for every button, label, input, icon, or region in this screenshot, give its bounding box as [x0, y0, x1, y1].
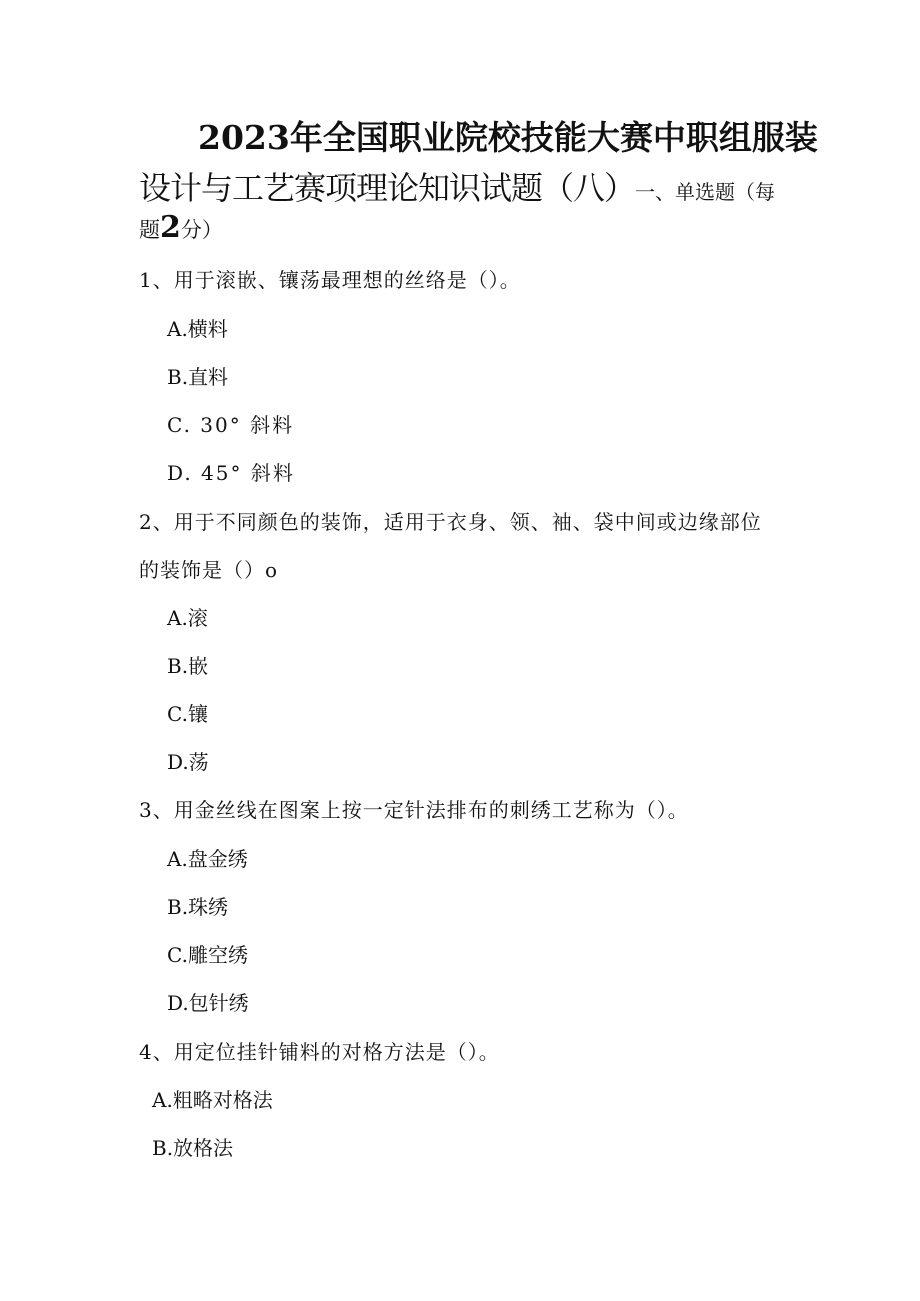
question-3-option-a: A.盘金绣: [167, 847, 248, 871]
section-heading-start: 一、单选题（每: [635, 180, 776, 204]
question-2-option-c: C.镶: [167, 702, 208, 726]
question-4-stem: 4、用定位挂针铺料的对格方法是（）。: [139, 1040, 500, 1064]
title-line-1: 2023年全国职业院校技能大赛中职组服装: [198, 118, 818, 157]
question-4-option-b: B.放格法: [152, 1136, 234, 1160]
title-line-2: [139, 163, 775, 209]
question-1-option-a: A.横料: [167, 317, 228, 341]
question-1-stem: 1、用于滚嵌、镶荡最理想的丝络是（）。: [139, 268, 521, 292]
question-3-option-b: B.珠绣: [167, 895, 229, 919]
question-3-option-d: D.包针绣: [167, 991, 249, 1015]
section-heading-end: [139, 210, 223, 245]
question-1-option-c: C. 30° 斜料: [167, 413, 295, 437]
section-heading-word: 题: [139, 218, 160, 242]
points-unit: 分）: [180, 218, 223, 242]
title-line-2-main: 设计与工艺赛项理论知识试题（八）: [139, 169, 636, 207]
question-4-option-a: A.粗略对格法: [152, 1088, 273, 1112]
question-2-stem-continued: 的装饰是（）o: [139, 558, 279, 582]
question-1-option-b: B.直料: [167, 365, 229, 389]
question-2-stem: 2、用于不同颜色的装饰，适用于衣身、领、袖、袋中间或边缘部位: [139, 510, 762, 534]
question-1-option-d: D. 45° 斜料: [167, 461, 295, 485]
question-3-option-c: C.雕空绣: [167, 943, 248, 967]
question-2-option-a: A.滚: [167, 606, 208, 630]
question-2-option-d: D.荡: [167, 750, 209, 774]
points-value: 2: [160, 210, 181, 245]
question-3-stem: 3、用金丝线在图案上按一定针法排布的刺绣工艺称为（）。: [139, 798, 689, 822]
question-2-option-b: B.嵌: [167, 654, 209, 678]
